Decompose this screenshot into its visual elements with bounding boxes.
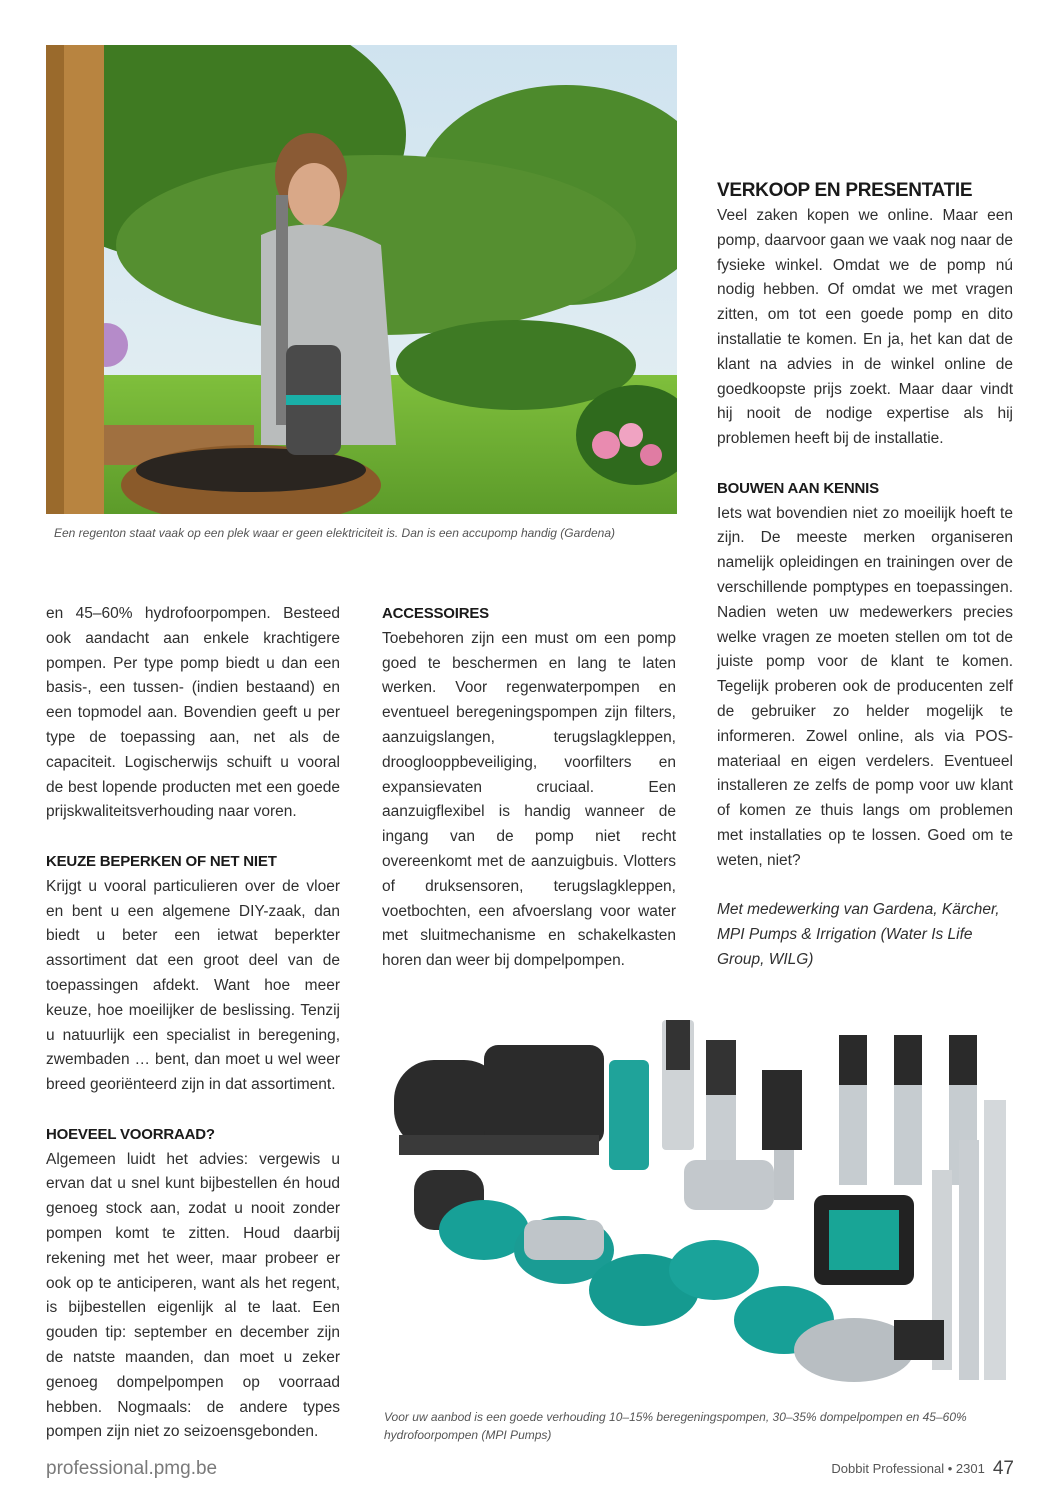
paragraph: en 45–60% hydrofoorpompen. Besteed ook aandacht aan enkele krachtigere pompen. Per type pomp biedt u dan een basis-, een tussen- (indien bestaand) en een topmodel aan. Bovendien geeft u per type de toepassing aan, net als de capaciteit. Logischerwijs schuift u vooral de best lopende producten met een goede prijskwaliteitsverhouding naar voren. <box>46 605 340 821</box>
publication-name: Dobbit Professional • 2301 <box>831 1461 985 1476</box>
paragraph: Iets wat bovendien niet zo moeilijk hoeft te zijn. De meeste merken organiseren namelijk opleidingen en trainingen over de verschillende pomptypes en toepassingen. Nadien weten uw medewerkers precies welke vragen ze moeten stellen om tot de juiste pomp voor de klant te komen. Tegelijk proberen ook de producenten zelf de gebruiker zo helder mogelijk te informeren. Zowel online, als via POS-materiaal en eigen verdelers. Eventueel installeren ze zelfs de pomp voor uw klant of komen ze thuis langs om problemen met installaties op te lossen. Goed om te weten, niet? <box>717 504 1013 869</box>
section-heading: BOUWEN AAN KENNIS <box>717 479 879 497</box>
section-heading: KEUZE BEPERKEN OF NET NIET <box>46 852 277 870</box>
footer-website[interactable]: professional.pmg.be <box>46 1458 218 1479</box>
column-1 <box>46 602 340 1445</box>
column-2 <box>382 602 676 974</box>
section-heading: VERKOOP EN PRESENTATIE <box>717 180 973 201</box>
paragraph: Krijgt u vooral particulieren over de vloer en bent u een algemene DIY-zaak, dan biedt u beter een ietwat beperkter assortiment dat een groot deel van de toepassingen afdekt. Want hoe meer keuze, hoe moeilijker de beslissing. Tenzij u natuurlijk een specialist in beregening, zwembaden … bent, dan moet u wel weer breed georiënteerd zijn in dat assortiment. <box>46 877 340 1094</box>
footer-publication <box>831 1458 1014 1480</box>
paragraph: Veel zaken kopen we online. Maar een pomp, daarvoor gaan we vaak nog naar de fysieke winkel. Omdat we de pomp nú nodig hebben. Of omdat we met vragen zitten, om tot een goede pomp en dito installatie te komen. En ja, het kan dat de klant na advies in de winkel online de goedkoopste prijs zoekt. Maar daar vindt hij nooit de nodige expertise als hij problemen heeft bij de installatie. <box>717 207 1013 448</box>
paragraph: Toebehoren zijn een must om een pomp goed te beschermen en lang te laten werken. Voor regenwaterpompen en eventueel beregeningspompen zijn filters, aanzuigslangen, terugslagkleppen, drooglooppbeveiliging, voorfilters en expansievaten cruciaal. Een aanzuigflexibel is handig wanneer de ingang van de pomp niet recht overeenkomt met de aanzuigbuis. Vlotters of druksensoren, terugslagkleppen, voetbochten, een afvoerslang voor water met sluitmechanisme en schakelkasten horen dan weer bij dompelpompen. <box>382 629 676 970</box>
garden-pump-photo <box>46 45 677 514</box>
section-heading: HOEVEEL VOORRAAD? <box>46 1125 215 1143</box>
paragraph: Algemeen luidt het advies: vergewis u ervan dat u snel kunt bijbestellen én houd genoeg stock aan, zodat u nooit zonder pompen komt te zitten. Houd daarbij rekening met het weer, maar probeer er ook op te anticiperen, want als het regent, is bijbestellen eigenlijk al te laat. Een gouden tip: september en december zijn de natste maanden, dan moet u zeker genoeg dompelpompen op voorraad hebben. Nogmaals: de andere types pompen zijn niet zo seizoensgebonden. <box>46 1150 340 1441</box>
pump-assortment-photo <box>384 1020 1014 1400</box>
credits: Met medewerking van Gardena, Kärcher, MPI Pumps & Irrigation (Water Is Life Group, WILG) <box>717 901 1000 968</box>
pumps-caption: Voor uw aanbod is een goede verhouding 10–15% beregeningspompen, 30–35% dompelpompen en 45–60% hydrofoorpompen (MPI Pumps) <box>384 1410 967 1442</box>
section-heading: ACCESSOIRES <box>382 605 489 622</box>
column-3 <box>717 178 1013 973</box>
page-number: 47 <box>992 1458 1014 1479</box>
photo-caption: Een regenton staat vaak op een plek waar er geen elektriciteit is. Dan is een accupomp handig (Gardena) <box>54 526 615 540</box>
